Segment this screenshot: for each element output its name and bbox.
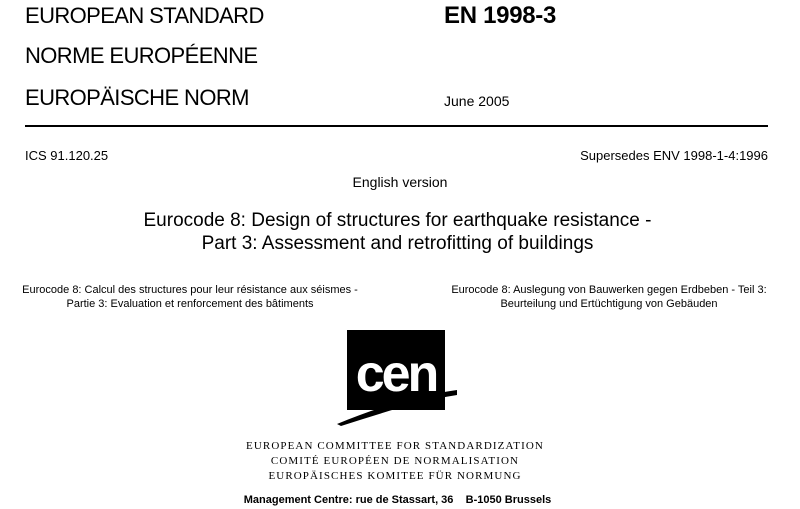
title-line-1: Eurocode 8: Design of structures for earthquake resistance -: [143, 210, 652, 231]
supersedes-note: Supersedes ENV 1998-1-4:1996: [580, 148, 768, 163]
document-number: EN 1998-3: [444, 2, 557, 29]
ics-code: ICS 91.120.25: [25, 148, 109, 163]
committee-name-de: EUROPÄISCHES KOMITEE FÜR NORMUNG: [268, 470, 522, 482]
standard-label-en: EUROPEAN STANDARD: [25, 3, 264, 28]
committee-name-en: EUROPEAN COMMITTEE FOR STANDARDIZATION: [246, 440, 544, 452]
committee-name-fr: COMITÉ EUROPÉEN DE NORMALISATION: [270, 455, 520, 467]
header-divider: [25, 125, 768, 127]
document-title: [0, 209, 795, 255]
title-french: Eurocode 8: Calcul des structures pour leur résistance aux séismes - Partie 3: Evaluation et renforcement des bâtiments: [22, 284, 358, 310]
publication-date: June 2005: [444, 93, 510, 109]
management-address: Management Centre: rue de Stassart, 36 B-1050 Brussels: [243, 494, 552, 506]
standard-label-de: EUROPÄISCHE NORM: [25, 85, 249, 110]
language-version: English version: [352, 174, 448, 190]
title-german: Eurocode 8: Auslegung von Bauwerken gegen Erdbeben - Teil 3: Beurteilung und Ertüchtigung von Gebäuden: [451, 284, 767, 310]
title-line-2: Part 3: Assessment and retrofitting of buildings: [201, 233, 594, 254]
standard-label-fr: NORME EUROPÉENNE: [25, 43, 258, 68]
cen-logo-icon: [335, 328, 457, 428]
cen-logo-text: cen: [355, 345, 437, 403]
